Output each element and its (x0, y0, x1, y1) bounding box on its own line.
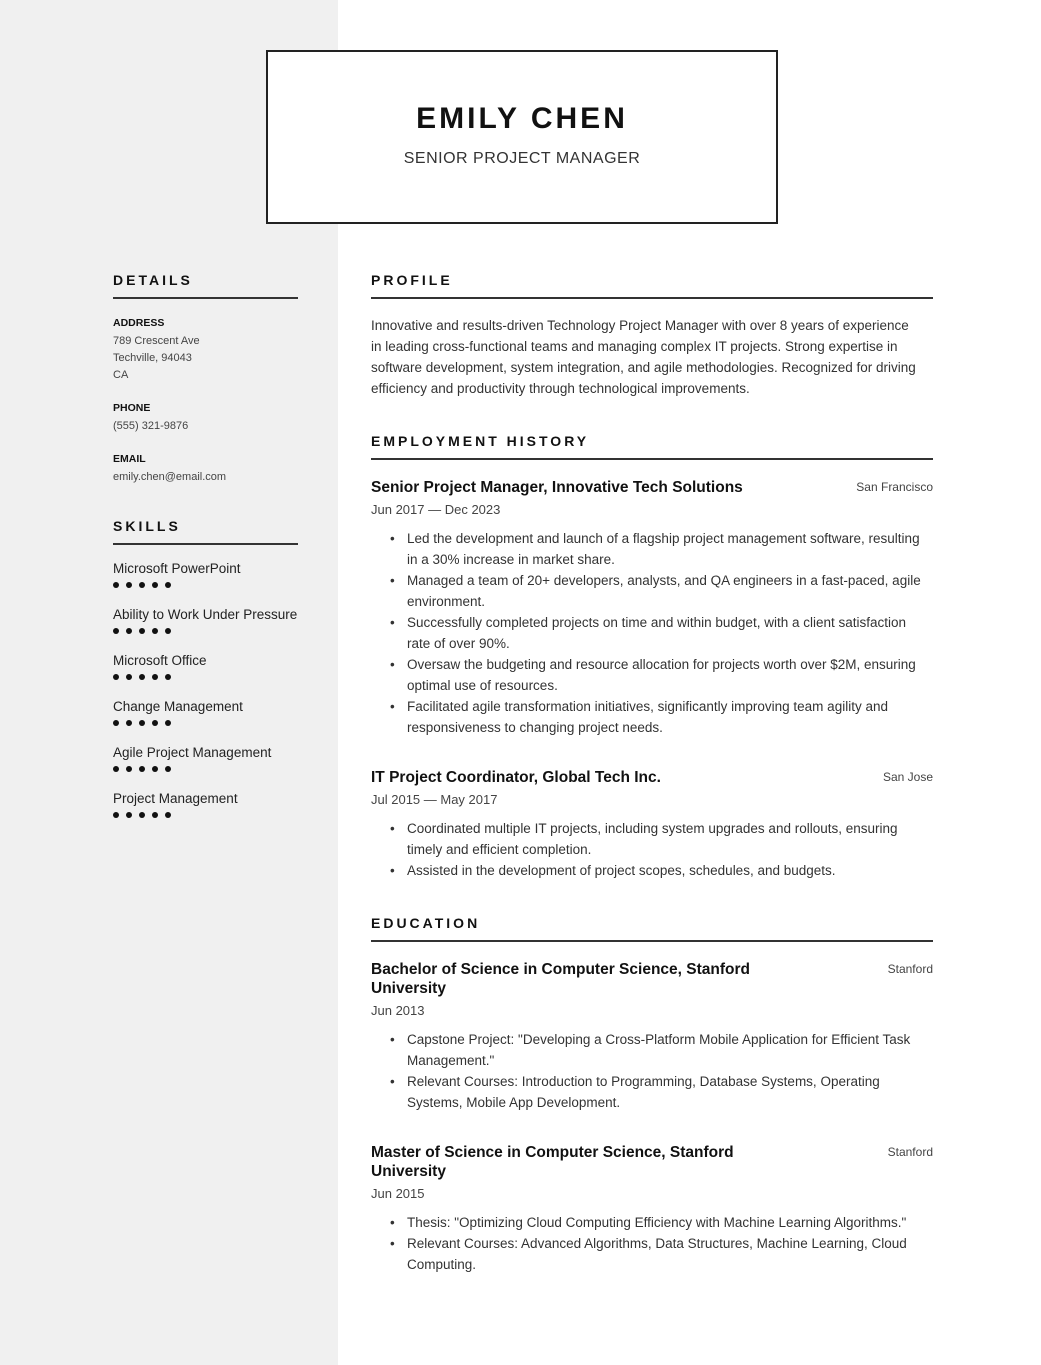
rating-dot (139, 766, 145, 772)
rating-dot (152, 674, 158, 680)
rating-dot (152, 628, 158, 634)
rating-dot (165, 582, 171, 588)
rating-dot (113, 720, 119, 726)
degree-title: Bachelor of Science in Computer Science, Stanford University (371, 961, 750, 997)
skills-list (113, 560, 298, 821)
skill-item (113, 560, 298, 591)
rating-dot (126, 720, 132, 726)
bullet-item: • Capstone Project: "Developing a Cross-Platform Mobile Application for Efficient Task Management." (407, 1029, 933, 1071)
job-entry (371, 768, 933, 881)
skill-item (113, 698, 298, 729)
rating-dot (152, 720, 158, 726)
rating-dot (165, 812, 171, 818)
details-heading: DETAILS (113, 272, 298, 299)
job-entry (371, 478, 933, 738)
rating-dot (139, 582, 145, 588)
skill-name: Ability to Work Under Pressure (113, 607, 298, 622)
phone-value: (555) 321-9876 (113, 420, 189, 432)
skill-item (113, 790, 298, 821)
skill-name: Change Management (113, 699, 243, 714)
education-bullets (371, 1029, 933, 1113)
profile-summary: Innovative and results-driven Technology Project Manager with over 8 years of experience in leading cross-functional teams and managing complex IT projects. Strong expertise in software development, system integration, and agile methodologies. Recognized for driving efficiency and productivity through technological improvements. (371, 318, 916, 396)
address-line: Techville, 94043 (113, 352, 192, 364)
candidate-title: SENIOR PROJECT MANAGER (403, 150, 641, 167)
skill-rating (113, 720, 298, 729)
rating-dot (113, 674, 119, 680)
profile-heading: PROFILE (371, 272, 933, 299)
rating-dot (139, 812, 145, 818)
skill-item (113, 652, 298, 683)
rating-dot (126, 674, 132, 680)
rating-dot (165, 628, 171, 634)
rating-dot (126, 582, 132, 588)
rating-dot (152, 766, 158, 772)
email-value[interactable]: emily.chen@email.com (113, 471, 227, 483)
education-heading: EDUCATION (371, 915, 933, 942)
rating-dot (139, 628, 145, 634)
employment-heading: EMPLOYMENT HISTORY (371, 433, 933, 460)
bullet-item: • Managed a team of 20+ developers, analysts, and QA engineers in a fast-paced, agile environment. (407, 570, 933, 612)
bullet-item: • Coordinated multiple IT projects, including system upgrades and rollouts, ensuring timely and efficient completion. (407, 818, 933, 860)
job-dates: Jul 2015 — May 2017 (371, 792, 498, 807)
skill-rating (113, 582, 298, 591)
address-line: CA (113, 369, 129, 381)
rating-dot (113, 628, 119, 634)
address-value (113, 333, 298, 384)
skill-rating (113, 812, 298, 821)
skills-heading: SKILLS (113, 518, 298, 545)
address-label: ADDRESS (113, 317, 165, 329)
skill-rating (113, 674, 298, 683)
education-dates: Jun 2015 (371, 1186, 425, 1201)
skill-name: Microsoft Office (113, 653, 207, 668)
bullet-item: • Successfully completed projects on time and within budget, with a client satisfaction rate of over 90%. (407, 612, 933, 654)
phone-label: PHONE (113, 402, 151, 414)
school-location: Stanford (887, 1145, 933, 1159)
rating-dot (152, 812, 158, 818)
skill-rating (113, 628, 298, 637)
skill-name: Project Management (113, 791, 238, 806)
resume-header (266, 50, 778, 224)
bullet-item: • Facilitated agile transformation initiatives, significantly improving team agility and responsiveness to changing project needs. (407, 696, 933, 738)
job-title: IT Project Coordinator, Global Tech Inc. (371, 769, 661, 786)
address-line: 789 Crescent Ave (113, 335, 200, 347)
job-dates: Jun 2017 — Dec 2023 (371, 502, 501, 517)
email-label: EMAIL (113, 453, 146, 465)
school-location: Stanford (887, 962, 933, 976)
rating-dot (113, 812, 119, 818)
job-bullets (371, 818, 933, 881)
skill-item (113, 606, 298, 637)
rating-dot (139, 720, 145, 726)
rating-dot (139, 674, 145, 680)
rating-dot (165, 766, 171, 772)
job-bullets (371, 528, 933, 738)
rating-dot (126, 766, 132, 772)
rating-dot (113, 766, 119, 772)
skill-name: Agile Project Management (113, 745, 272, 760)
bullet-item: • Oversaw the budgeting and resource allocation for projects worth over $2M, ensuring optimal use of resources. (407, 654, 933, 696)
bullet-item: • Assisted in the development of project scopes, schedules, and budgets. (407, 860, 933, 881)
bullet-item: • Thesis: "Optimizing Cloud Computing Efficiency with Machine Learning Algorithms." (407, 1212, 933, 1233)
skill-rating (113, 766, 298, 775)
main-content (371, 272, 933, 1275)
job-title: Senior Project Manager, Innovative Tech Solutions (371, 479, 743, 496)
sidebar (113, 272, 298, 821)
rating-dot (165, 720, 171, 726)
bullet-item: • Relevant Courses: Advanced Algorithms, Data Structures, Machine Learning, Cloud Computing. (407, 1233, 933, 1275)
job-location: San Jose (882, 770, 933, 784)
bullet-item: • Relevant Courses: Introduction to Programming, Database Systems, Operating Systems, Mobile App Development. (407, 1071, 933, 1113)
skill-name: Microsoft PowerPoint (113, 561, 241, 576)
bullet-item: • Led the development and launch of a flagship project management software, resulting in a 30% increase in market share. (407, 528, 933, 570)
skill-item (113, 744, 298, 775)
job-location: San Francisco (856, 480, 933, 494)
candidate-name: EMILY CHEN (416, 102, 628, 135)
rating-dot (113, 582, 119, 588)
education-entry (371, 960, 933, 1113)
rating-dot (152, 582, 158, 588)
education-entry (371, 1143, 933, 1275)
rating-dot (126, 628, 132, 634)
rating-dot (126, 812, 132, 818)
degree-title: Master of Science in Computer Science, Stanford University (371, 1144, 734, 1180)
rating-dot (165, 674, 171, 680)
education-dates: Jun 2013 (371, 1003, 425, 1018)
education-bullets (371, 1212, 933, 1275)
